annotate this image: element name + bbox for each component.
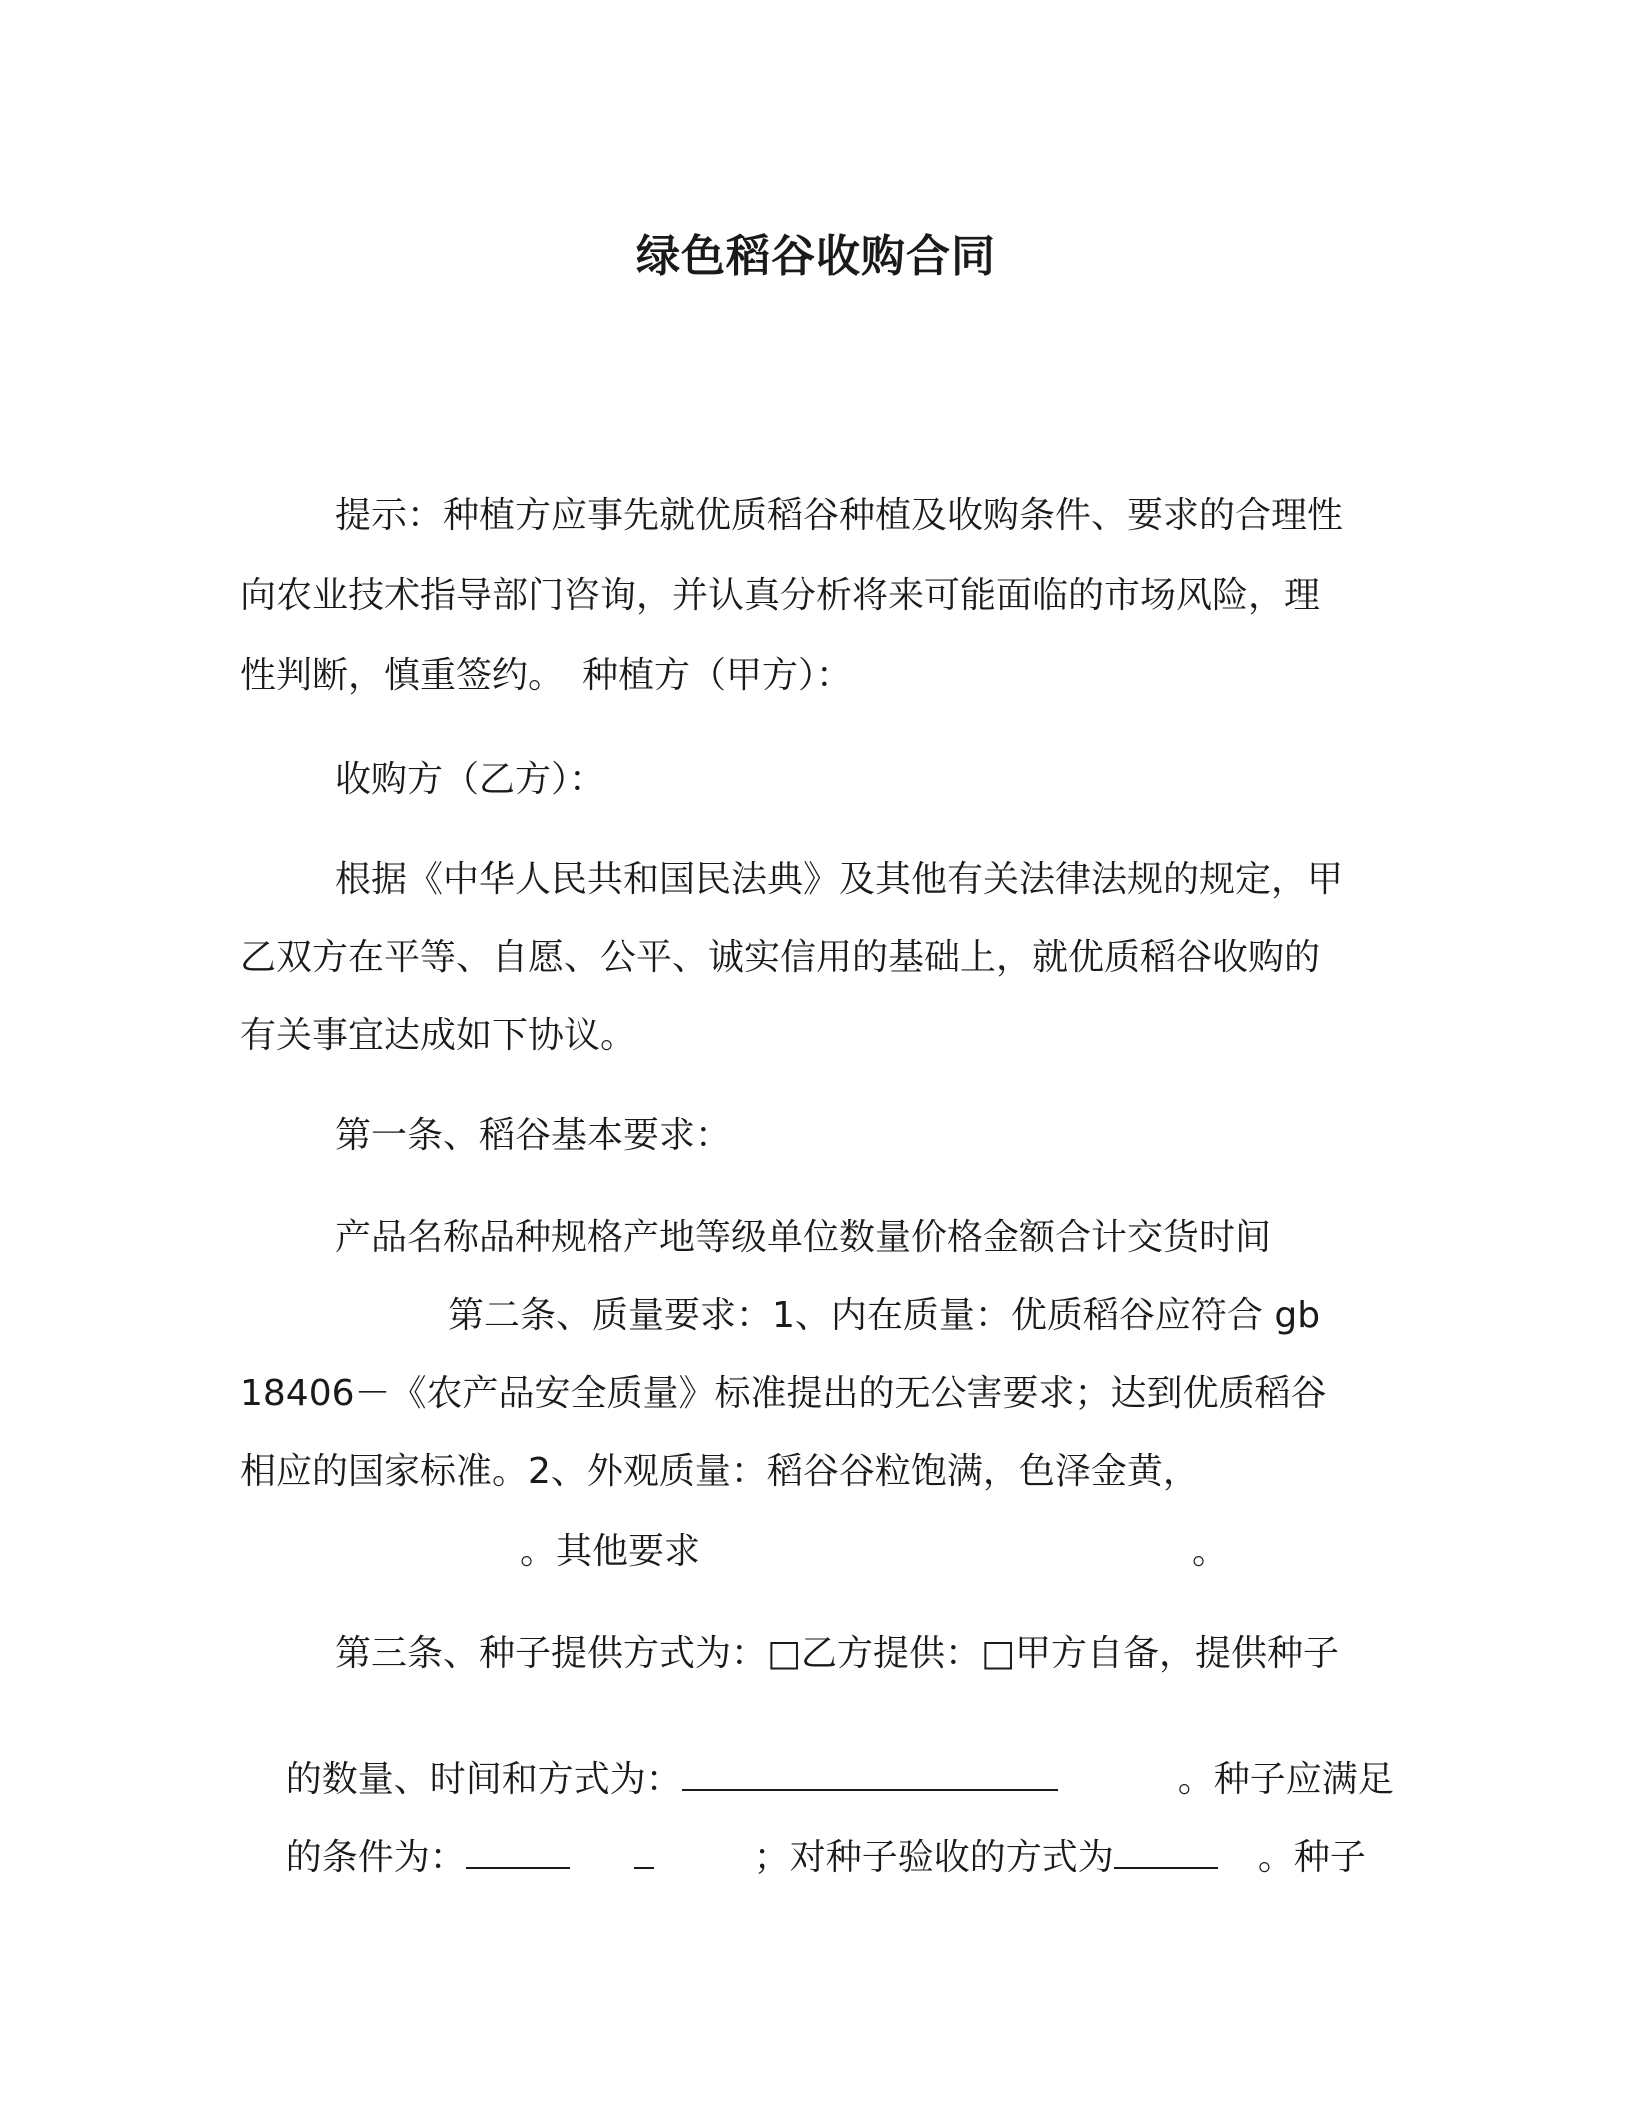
document-title: 绿色稻谷收购合同 bbox=[636, 231, 996, 282]
seed-inspection-blank[interactable] bbox=[1114, 1837, 1218, 1869]
seed-condition-blank[interactable] bbox=[466, 1837, 570, 1869]
basis-line-3: 有关事宜达成如下协议。 bbox=[240, 1015, 637, 1056]
article-2-line-2: 18406－《农产品安全质量》标准提出的无公害要求；达到优质稻谷 bbox=[240, 1373, 1327, 1414]
seed-condition-blank-2[interactable] bbox=[634, 1837, 654, 1869]
hint-line-1: 提示：种植方应事先就优质稻谷种植及收购条件、要求的合理性 bbox=[335, 495, 1344, 536]
article-2-line-3: 相应的国家标准。2、外观质量：稻谷谷粒饱满，色泽金黄， bbox=[240, 1451, 1199, 1492]
article-2-other-requirements: 。其他要求 bbox=[520, 1531, 701, 1572]
hint-line-3: 性判断，慎重签约。 种植方（甲方）： bbox=[240, 655, 853, 696]
article-1-heading: 第一条、稻谷基本要求： bbox=[335, 1115, 732, 1156]
hint-line-2: 向农业技术指导部门咨询，并认真分析将来可能面临的市场风险，理 bbox=[240, 575, 1321, 616]
seed-tail: 。种子 bbox=[1257, 1837, 1366, 1878]
buyer-party-line: 收购方（乙方）： bbox=[335, 759, 606, 800]
seed-condition-label: 的条件为： bbox=[285, 1837, 466, 1878]
article-3-line-1: 第三条、种子提供方式为：□乙方提供：□甲方自备，提供种子 bbox=[335, 1633, 1340, 1674]
article-2-line-1: 第二条、质量要求：1、内在质量：优质稻谷应符合 gb bbox=[448, 1295, 1321, 1336]
basis-line-2: 乙双方在平等、自愿、公平、诚实信用的基础上，就优质稻谷收购的 bbox=[240, 937, 1321, 978]
basis-line-1: 根据《中华人民共和国民法典》及其他有关法律法规的规定，甲 bbox=[335, 859, 1344, 900]
seed-quantity-label: 的数量、时间和方式为： bbox=[285, 1759, 682, 1800]
article-3-line-3 bbox=[240, 1786, 1366, 1930]
seed-condition-lead: 。种子应满足 bbox=[1177, 1759, 1394, 1800]
seed-inspection-label: ；对种子验收的方式为 bbox=[753, 1837, 1114, 1878]
article-2-line-4-end: 。 bbox=[1192, 1531, 1229, 1572]
product-table-headers: 产品名称品种规格产地等级单位数量价格金额合计交货时间 bbox=[335, 1217, 1272, 1258]
